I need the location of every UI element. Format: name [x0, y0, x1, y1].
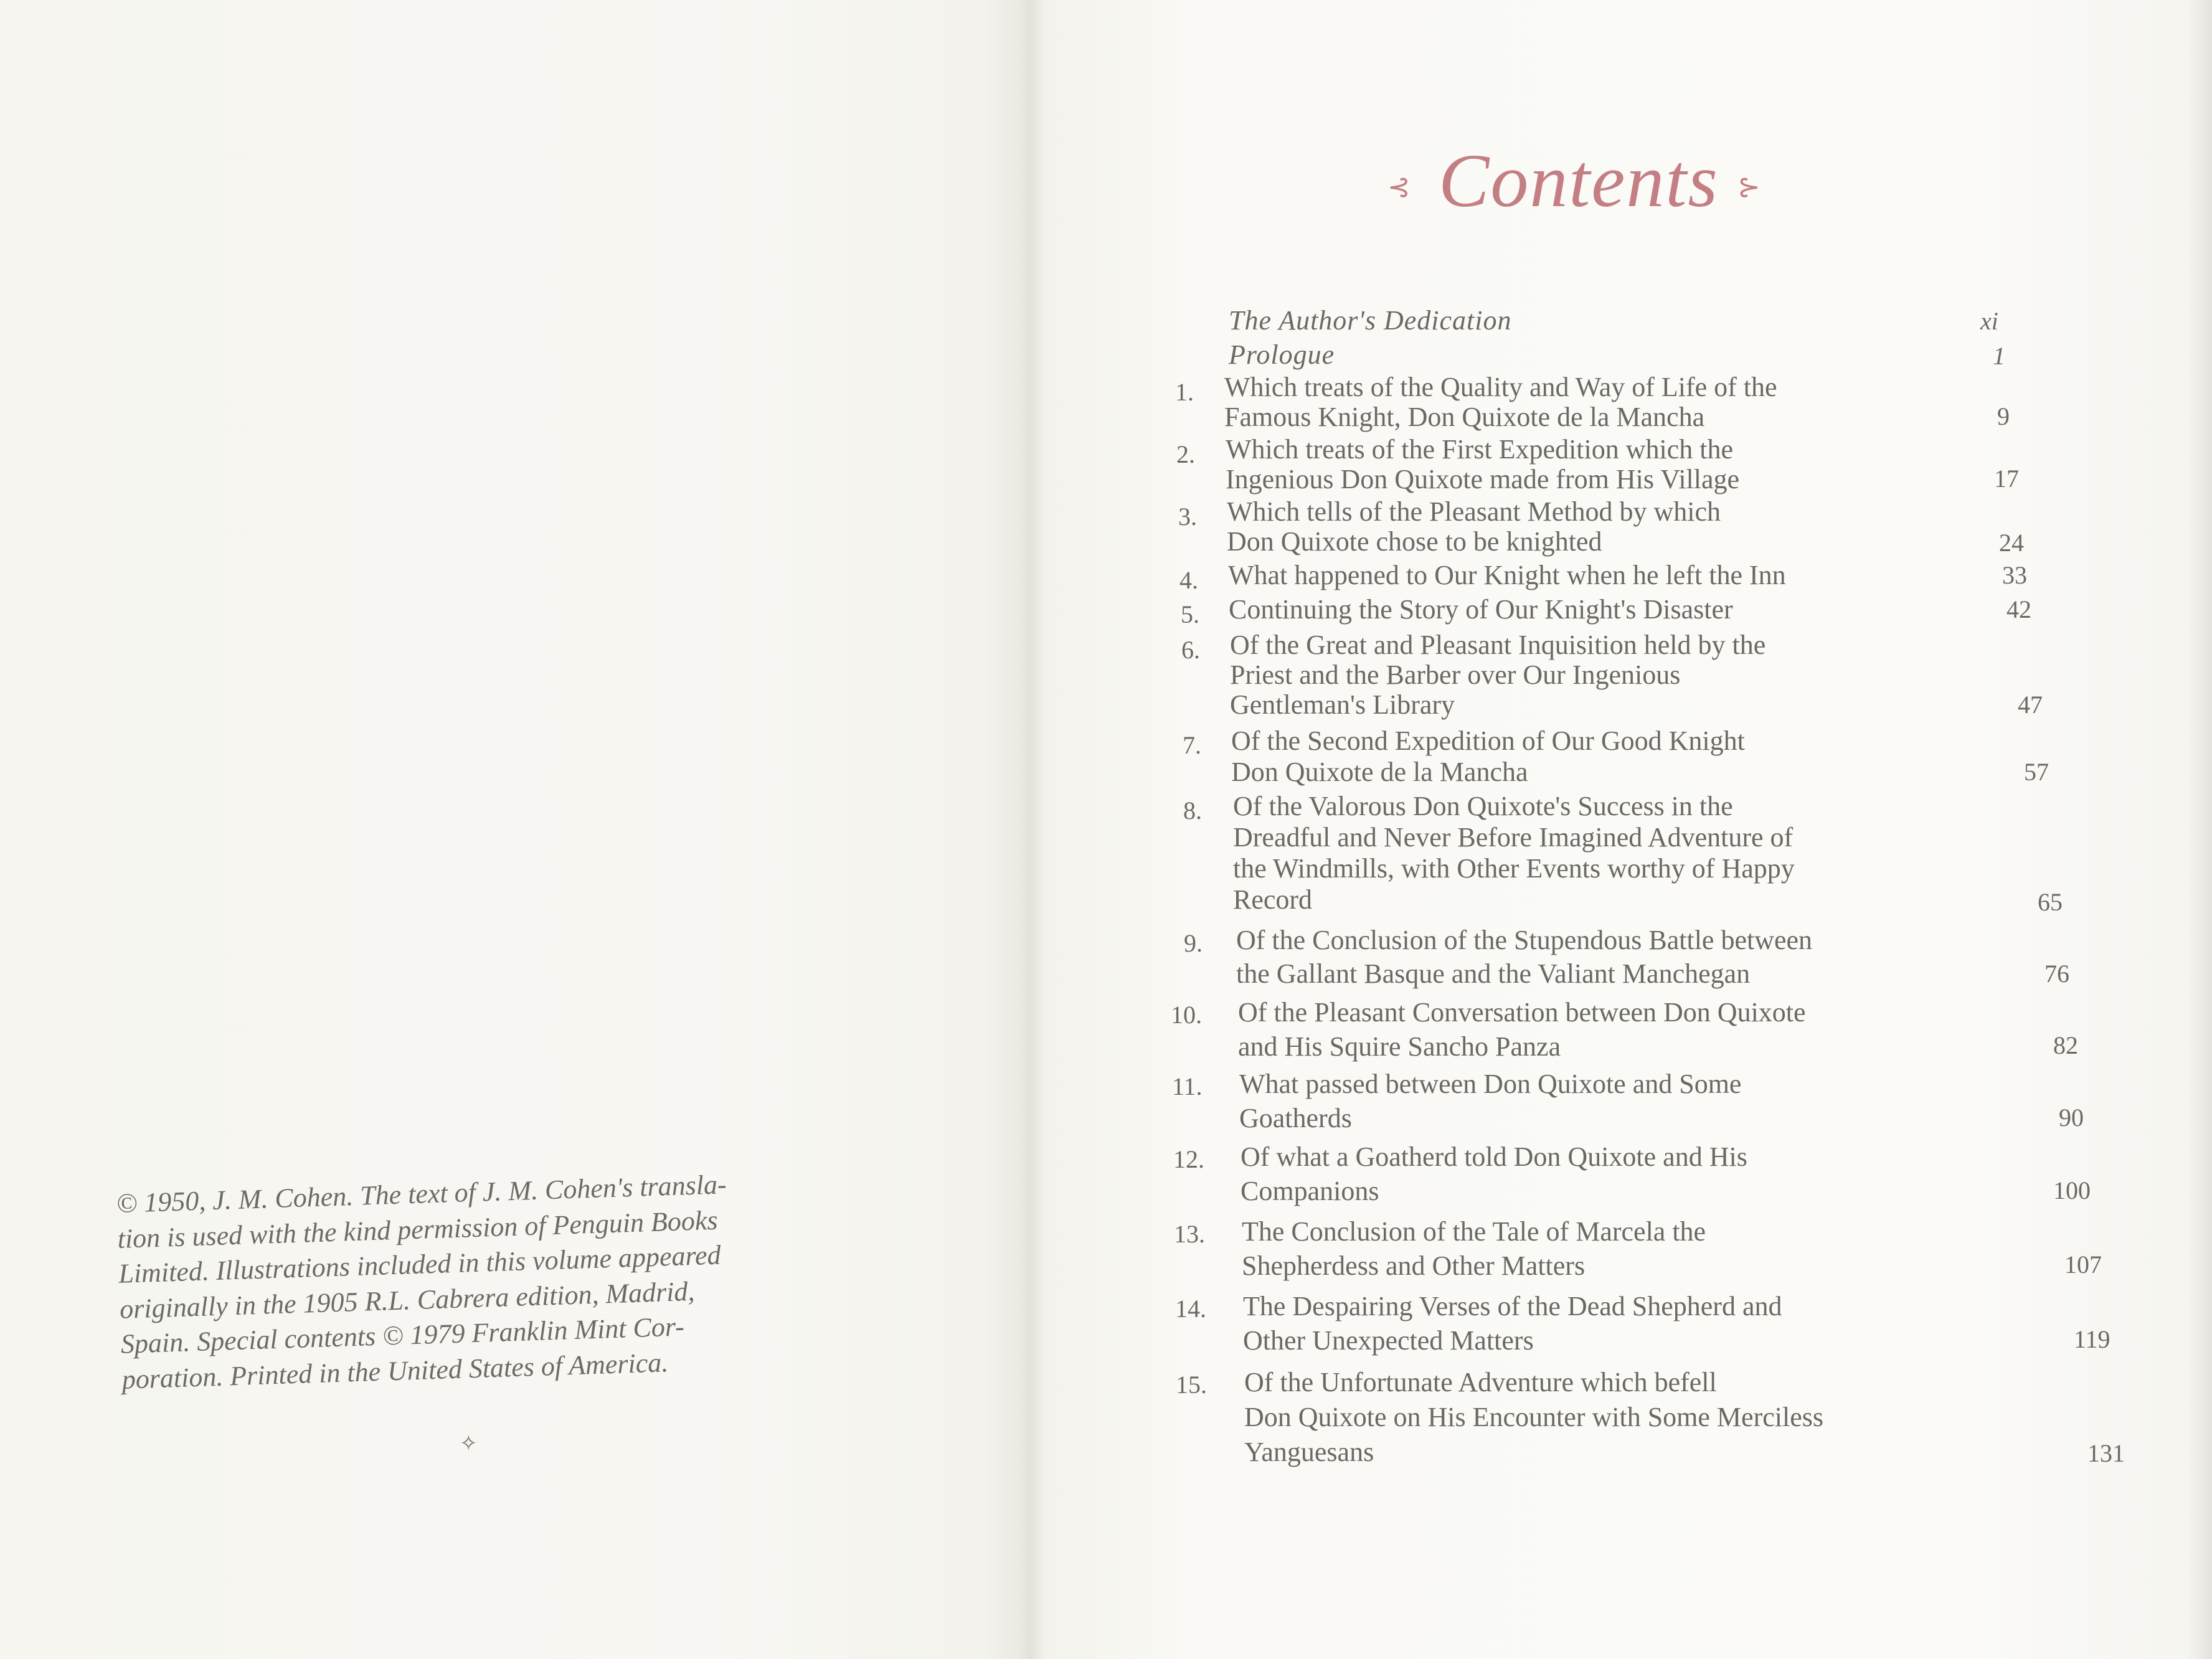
chapter-title — [1229, 595, 1733, 625]
copyright-line: Limited. Illustrations included in this volume appeared — [118, 1239, 722, 1289]
chapter-number: 1. — [1175, 378, 1194, 406]
chapter-number: 12. — [1173, 1145, 1204, 1173]
chapter-title-line: the Gallant Basque and the Valiant Manchegan — [1236, 958, 1751, 989]
chapter-title-line: and His Squire Sancho Panza — [1238, 1031, 1561, 1062]
copyright-line: © 1950, J. M. Cohen. The text of J. M. Cohen's transla- — [116, 1169, 727, 1219]
page-number: 131 — [2087, 1439, 2125, 1467]
copyright-line: poration. Printed in the United States of America. — [121, 1346, 669, 1395]
chapter-number: 9. — [1184, 929, 1203, 957]
chapter-title-line: Of the Second Expedition of Our Good Knight — [1231, 726, 1745, 756]
chapter-number: 2. — [1176, 440, 1195, 468]
chapter-number: 15. — [1176, 1371, 1207, 1399]
page-number: 100 — [2053, 1176, 2091, 1204]
page-number: 90 — [2059, 1104, 2084, 1132]
chapter-number: 8. — [1183, 796, 1202, 825]
page-number: 24 — [1999, 529, 2024, 557]
chapter-title-line: Of what a Goatherd told Don Quixote and His — [1241, 1141, 1747, 1172]
chapter-title — [1243, 1289, 1782, 1358]
chapter-title — [1236, 924, 1812, 991]
chapter-title-line: The Author's Dedication — [1229, 305, 1512, 336]
chapter-number: 10. — [1171, 1001, 1202, 1029]
page-number: 57 — [2024, 758, 2049, 786]
page-number: 76 — [2044, 960, 2069, 988]
page-number: 82 — [2053, 1031, 2078, 1059]
chapter-title — [1229, 339, 1335, 371]
copyright-line: tion is used with the kind permission of Penguin Books — [116, 1204, 719, 1254]
chapter-title-line: Continuing the Story of Our Knight's Disaster — [1229, 594, 1733, 625]
page-number: 65 — [2038, 888, 2063, 916]
page-number: 33 — [2002, 561, 2027, 589]
copyright-line: originally in the 1905 R.L. Cabrera edition, Madrid, — [119, 1275, 696, 1325]
chapter-number: 11. — [1172, 1072, 1203, 1100]
copyright-line: Spain. Special contents © 1979 Franklin Mint Cor- — [120, 1311, 685, 1359]
flourish-right-icon: ⊱ — [1737, 171, 1761, 203]
page-number: 42 — [2006, 595, 2031, 623]
chapter-title-line: Of the Conclusion of the Stupendous Battle between — [1236, 925, 1813, 955]
chapter-title-line: Record — [1233, 884, 1313, 915]
chapter-title — [1239, 1067, 1741, 1135]
chapter-title-line: the Windmills, with Other Events worthy of Happy — [1233, 853, 1795, 884]
chapter-title-line: Of the Great and Pleasant Inquisition held by the — [1230, 630, 1766, 660]
chapter-title-line: Don Quixote on His Encounter with Some Merciless — [1244, 1402, 1823, 1432]
page-number: 47 — [2018, 691, 2043, 719]
chapter-title-line: Dreadful and Never Before Imagined Adventure of — [1233, 822, 1794, 853]
chapter-title-line: The Despairing Verses of the Dead Shepherd and — [1243, 1291, 1782, 1321]
chapter-title-line: Yanguesans — [1244, 1437, 1374, 1467]
chapter-number: 5. — [1181, 600, 1199, 628]
page-number: 119 — [2074, 1325, 2110, 1353]
chapter-title-line: Of the Pleasant Conversation between Don Quixote — [1238, 997, 1806, 1028]
chapter-title-line: What passed between Don Quixote and Some — [1239, 1069, 1742, 1099]
chapter-title-line: What happened to Our Knight when he left the Inn — [1228, 560, 1786, 590]
chapter-number: 14. — [1175, 1295, 1206, 1323]
chapter-title-line: Ingenious Don Quixote made from His Village — [1226, 464, 1740, 494]
chapter-title-line: Don Quixote chose to be knighted — [1227, 526, 1602, 557]
chapter-title-line: Of the Unfortunate Adventure which befell — [1244, 1367, 1717, 1397]
chapter-title — [1229, 305, 1511, 336]
chapter-title — [1227, 497, 1721, 557]
chapter-title-line: Other Unexpected Matters — [1243, 1325, 1534, 1356]
chapter-title — [1231, 726, 1745, 788]
chapter-title — [1233, 791, 1795, 915]
page-number: 17 — [1994, 465, 2019, 493]
chapter-title — [1244, 1365, 1823, 1470]
chapter-title-line: Shepherdess and Other Matters — [1242, 1250, 1586, 1281]
chapter-number: 4. — [1179, 566, 1198, 594]
page-number: 1 — [1993, 342, 2005, 370]
chapter-title — [1224, 372, 1777, 432]
chapter-title — [1242, 1214, 1706, 1283]
chapter-title — [1230, 630, 1765, 720]
chapter-number: 3. — [1178, 503, 1197, 531]
chapter-number: 6. — [1181, 636, 1200, 664]
chapter-title-line: Famous Knight, Don Quixote de la Mancha — [1224, 402, 1705, 432]
page-number: 9 — [1997, 402, 2010, 430]
chapter-title-line: Which treats of the Quality and Way of Life of the — [1224, 372, 1777, 402]
chapter-title-line: Gentleman's Library — [1230, 689, 1455, 720]
chapter-title — [1226, 435, 1739, 494]
chapter-title-line: Goatherds — [1239, 1103, 1352, 1133]
page-title: Contents — [1439, 139, 1719, 223]
chapter-title-line: Don Quixote de la Mancha — [1231, 757, 1528, 787]
chapter-title-line: Of the Valorous Don Quixote's Success in the — [1233, 791, 1733, 821]
chapter-number: 13. — [1174, 1220, 1205, 1248]
chapter-title — [1238, 995, 1806, 1064]
ornament-icon: ✧ — [460, 1431, 478, 1456]
chapter-title-line: Priest and the Barber over Our Ingenious — [1230, 659, 1681, 690]
page-number: 107 — [2064, 1250, 2102, 1279]
chapter-title-line: Which treats of the First Expedition which the — [1226, 434, 1734, 465]
chapter-title-line: The Conclusion of the Tale of Marcela the — [1242, 1216, 1706, 1247]
chapter-title — [1241, 1140, 1747, 1208]
chapter-title — [1228, 560, 1786, 590]
chapter-title-line: Companions — [1241, 1176, 1379, 1206]
chapter-title-line: Prologue — [1229, 339, 1335, 370]
page-number: xi — [1980, 307, 1998, 335]
chapter-title-line: Which tells of the Pleasant Method by which — [1227, 496, 1721, 527]
chapter-number: 7. — [1183, 731, 1201, 759]
flourish-left-icon: ⊰ — [1387, 171, 1411, 203]
